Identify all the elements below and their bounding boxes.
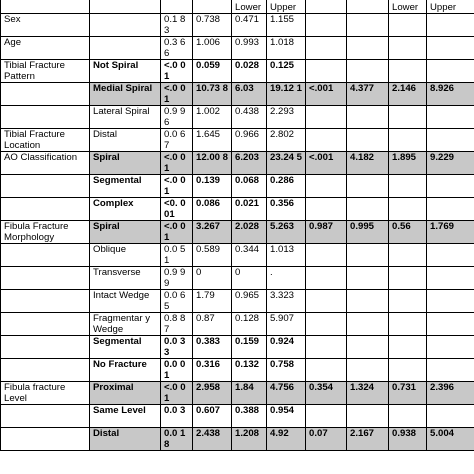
- category-cell: [90, 37, 161, 60]
- table-row: [1, 313, 474, 336]
- adj-p-value-cell: [306, 198, 347, 221]
- adj-p-value-cell: [306, 60, 347, 83]
- category-cell: Distal: [90, 428, 161, 451]
- table-row: [1, 221, 474, 244]
- adj-odds-ratio-cell: [347, 37, 389, 60]
- table-row: [1, 129, 474, 152]
- ci-upper-cell: 0.954: [267, 405, 306, 428]
- table-row: [1, 359, 474, 382]
- adj-p-value-cell: [306, 244, 347, 267]
- adj-ci-lower-cell: [389, 175, 427, 198]
- p-value-cell: 0.0 18: [161, 428, 193, 451]
- category-cell: Segmental: [90, 175, 161, 198]
- ci-lower-cell: 0.993: [232, 37, 267, 60]
- adj-odds-ratio-cell: [347, 359, 389, 382]
- odds-ratio-cell: 1.645: [193, 129, 232, 152]
- p-value-cell: <.0 01: [161, 382, 193, 405]
- adj-ci-lower-cell: [389, 129, 427, 152]
- variable-cell: [1, 198, 90, 221]
- category-cell: Proximal: [90, 382, 161, 405]
- adj-p-value-cell: 0.987: [306, 221, 347, 244]
- odds-ratio-cell: 1.79: [193, 290, 232, 313]
- variable-cell: Fibula fracture Level: [1, 382, 90, 405]
- odds-ratio-cell: 2.958: [193, 382, 232, 405]
- header-cell-lower: Lower: [232, 0, 267, 14]
- variable-cell: [1, 405, 90, 428]
- adj-ci-lower-cell: [389, 313, 427, 336]
- ci-lower-cell: 2.028: [232, 221, 267, 244]
- ci-lower-cell: 0.388: [232, 405, 267, 428]
- ci-upper-cell: 0.924: [267, 336, 306, 359]
- header-cell-lower: Lower: [389, 0, 427, 14]
- adj-odds-ratio-cell: 0.995: [347, 221, 389, 244]
- variable-cell: [1, 428, 90, 451]
- adj-ci-lower-cell: [389, 267, 427, 290]
- variable-cell: [1, 244, 90, 267]
- adj-ci-lower-cell: [389, 336, 427, 359]
- ci-upper-cell: 0.125: [267, 60, 306, 83]
- ci-upper-cell: 4.92: [267, 428, 306, 451]
- adj-ci-lower-cell: [389, 60, 427, 83]
- ci-upper-cell: 3.323: [267, 290, 306, 313]
- adj-ci-lower-cell: [389, 290, 427, 313]
- header-cell: [161, 0, 193, 14]
- adj-p-value-cell: [306, 405, 347, 428]
- category-cell: Same Level: [90, 405, 161, 428]
- adj-odds-ratio-cell: 4.377: [347, 83, 389, 106]
- ci-lower-cell: 0.068: [232, 175, 267, 198]
- adj-ci-lower-cell: [389, 405, 427, 428]
- odds-ratio-cell: 2.438: [193, 428, 232, 451]
- adj-ci-lower-cell: 0.56: [389, 221, 427, 244]
- ci-upper-cell: 0.286: [267, 175, 306, 198]
- p-value-cell: 0.9 96: [161, 106, 193, 129]
- p-value-cell: 0.1 83: [161, 14, 193, 37]
- ci-upper-cell: 1.013: [267, 244, 306, 267]
- table-row: [1, 152, 474, 175]
- ci-lower-cell: 0.128: [232, 313, 267, 336]
- ci-upper-cell: .: [267, 267, 306, 290]
- adj-odds-ratio-cell: [347, 290, 389, 313]
- category-cell: Not Spiral: [90, 60, 161, 83]
- category-cell: Medial Spiral: [90, 83, 161, 106]
- table-row: [1, 198, 474, 221]
- odds-ratio-cell: 0.383: [193, 336, 232, 359]
- adj-ci-upper-cell: 1.769: [427, 221, 474, 244]
- p-value-cell: 0.0 51: [161, 244, 193, 267]
- variable-cell: [1, 267, 90, 290]
- adj-ci-upper-cell: [427, 106, 474, 129]
- variable-cell: [1, 83, 90, 106]
- odds-ratio-cell: 0.87: [193, 313, 232, 336]
- odds-ratio-cell: 0.316: [193, 359, 232, 382]
- ci-lower-cell: 0.965: [232, 290, 267, 313]
- header-cell: [306, 0, 347, 14]
- header-cell: [347, 0, 389, 14]
- adj-odds-ratio-cell: [347, 129, 389, 152]
- variable-cell: Sex: [1, 14, 90, 37]
- ci-upper-cell: 1.018: [267, 37, 306, 60]
- category-cell: Intact Wedge: [90, 290, 161, 313]
- adj-ci-upper-cell: 5.004: [427, 428, 474, 451]
- adj-ci-upper-cell: [427, 313, 474, 336]
- adj-odds-ratio-cell: [347, 244, 389, 267]
- adj-odds-ratio-cell: [347, 198, 389, 221]
- category-cell: Complex: [90, 198, 161, 221]
- header-cell-upper: Upper: [427, 0, 474, 14]
- p-value-cell: 0.3 66: [161, 37, 193, 60]
- adj-ci-lower-cell: 0.731: [389, 382, 427, 405]
- adj-odds-ratio-cell: [347, 336, 389, 359]
- adj-p-value-cell: [306, 106, 347, 129]
- odds-ratio-cell: 3.267: [193, 221, 232, 244]
- table-row: [1, 175, 474, 198]
- ci-lower-cell: 1.84: [232, 382, 267, 405]
- odds-ratio-cell: 1.006: [193, 37, 232, 60]
- adj-p-value-cell: [306, 290, 347, 313]
- table-row: [1, 382, 474, 405]
- adj-ci-upper-cell: [427, 14, 474, 37]
- table-row: [1, 60, 474, 83]
- ci-upper-cell: 23.24 5: [267, 152, 306, 175]
- p-value-cell: 0.8 87: [161, 313, 193, 336]
- category-cell: Spiral: [90, 152, 161, 175]
- p-value-cell: 0.0 3: [161, 405, 193, 428]
- adj-ci-upper-cell: [427, 267, 474, 290]
- odds-ratio-cell: 0: [193, 267, 232, 290]
- header-cell: [193, 0, 232, 14]
- table-row: [1, 336, 474, 359]
- variable-cell: AO Classification: [1, 152, 90, 175]
- table-body: [1, 0, 474, 451]
- p-value-cell: <.0 01: [161, 83, 193, 106]
- adj-p-value-cell: [306, 313, 347, 336]
- ci-upper-cell: 5.263: [267, 221, 306, 244]
- p-value-cell: <.0 01: [161, 152, 193, 175]
- category-cell: No Fracture: [90, 359, 161, 382]
- adj-odds-ratio-cell: [347, 106, 389, 129]
- p-value-cell: 0.0 01: [161, 359, 193, 382]
- ci-upper-cell: 1.155: [267, 14, 306, 37]
- adj-ci-upper-cell: 9.229: [427, 152, 474, 175]
- p-value-cell: 0.0 67: [161, 129, 193, 152]
- ci-lower-cell: 0.966: [232, 129, 267, 152]
- odds-ratio-cell: 0.738: [193, 14, 232, 37]
- variable-cell: [1, 106, 90, 129]
- p-value-cell: 0.0 65: [161, 290, 193, 313]
- header-cell: [1, 0, 90, 14]
- adj-p-value-cell: [306, 14, 347, 37]
- p-value-cell: 0.9 99: [161, 267, 193, 290]
- adj-odds-ratio-cell: [347, 313, 389, 336]
- ci-lower-cell: 0.159: [232, 336, 267, 359]
- adj-ci-upper-cell: [427, 60, 474, 83]
- table-row: [1, 267, 474, 290]
- adj-ci-upper-cell: [427, 244, 474, 267]
- header-cell-upper: Upper: [267, 0, 306, 14]
- category-cell: Lateral Spiral: [90, 106, 161, 129]
- adj-odds-ratio-cell: 2.167: [347, 428, 389, 451]
- adj-ci-lower-cell: [389, 37, 427, 60]
- adj-ci-upper-cell: [427, 37, 474, 60]
- ci-lower-cell: 0.438: [232, 106, 267, 129]
- variable-cell: Tibial Fracture Pattern: [1, 60, 90, 83]
- adj-p-value-cell: <.001: [306, 152, 347, 175]
- adj-odds-ratio-cell: [347, 60, 389, 83]
- odds-ratio-cell: 0.589: [193, 244, 232, 267]
- adj-odds-ratio-cell: [347, 405, 389, 428]
- category-cell: [90, 14, 161, 37]
- header-cell: [90, 0, 161, 14]
- adj-ci-upper-cell: [427, 175, 474, 198]
- p-value-cell: <.0 01: [161, 175, 193, 198]
- table-row: [1, 14, 474, 37]
- table-row: [1, 244, 474, 267]
- table-row: [1, 106, 474, 129]
- category-cell: Oblique: [90, 244, 161, 267]
- ci-upper-cell: 5.907: [267, 313, 306, 336]
- adj-p-value-cell: [306, 37, 347, 60]
- adj-ci-upper-cell: [427, 290, 474, 313]
- adj-ci-upper-cell: [427, 359, 474, 382]
- odds-ratio-cell: 0.139: [193, 175, 232, 198]
- adj-ci-lower-cell: [389, 359, 427, 382]
- adj-ci-lower-cell: 0.938: [389, 428, 427, 451]
- table-row: [1, 37, 474, 60]
- adj-ci-upper-cell: [427, 405, 474, 428]
- odds-ratio-cell: 10.73 8: [193, 83, 232, 106]
- adj-ci-upper-cell: 8.926: [427, 83, 474, 106]
- adj-p-value-cell: [306, 175, 347, 198]
- variable-cell: Tibial Fracture Location: [1, 129, 90, 152]
- table-row: [1, 83, 474, 106]
- odds-ratio-cell: 12.00 8: [193, 152, 232, 175]
- adj-ci-lower-cell: [389, 198, 427, 221]
- variable-cell: [1, 175, 90, 198]
- category-cell: Transverse: [90, 267, 161, 290]
- odds-ratio-cell: 0.059: [193, 60, 232, 83]
- variable-cell: [1, 290, 90, 313]
- adj-odds-ratio-cell: [347, 175, 389, 198]
- adj-ci-upper-cell: [427, 129, 474, 152]
- ci-lower-cell: 0.132: [232, 359, 267, 382]
- ci-lower-cell: 0.028: [232, 60, 267, 83]
- table-row: [1, 290, 474, 313]
- adj-ci-lower-cell: [389, 106, 427, 129]
- ci-upper-cell: 2.802: [267, 129, 306, 152]
- table-row: [1, 405, 474, 428]
- adj-p-value-cell: 0.07: [306, 428, 347, 451]
- adj-p-value-cell: 0.354: [306, 382, 347, 405]
- ci-upper-cell: 0.356: [267, 198, 306, 221]
- ci-lower-cell: 1.208: [232, 428, 267, 451]
- adj-ci-lower-cell: 2.146: [389, 83, 427, 106]
- variable-cell: Fibula Fracture Morphology: [1, 221, 90, 244]
- odds-ratio-cell: 0.607: [193, 405, 232, 428]
- adj-p-value-cell: [306, 336, 347, 359]
- adj-odds-ratio-cell: [347, 14, 389, 37]
- ci-upper-cell: 0.758: [267, 359, 306, 382]
- adj-odds-ratio-cell: [347, 267, 389, 290]
- category-cell: Fragmentar y Wedge: [90, 313, 161, 336]
- adj-ci-lower-cell: 1.895: [389, 152, 427, 175]
- ci-upper-cell: 2.293: [267, 106, 306, 129]
- adj-odds-ratio-cell: 4.182: [347, 152, 389, 175]
- adj-odds-ratio-cell: 1.324: [347, 382, 389, 405]
- variable-cell: Age: [1, 37, 90, 60]
- variable-cell: [1, 359, 90, 382]
- category-cell: Segmental: [90, 336, 161, 359]
- ci-lower-cell: 6.03: [232, 83, 267, 106]
- p-value-cell: <.0 01: [161, 60, 193, 83]
- ci-lower-cell: 0.344: [232, 244, 267, 267]
- odds-ratio-cell: 1.002: [193, 106, 232, 129]
- adj-p-value-cell: [306, 129, 347, 152]
- category-cell: Distal: [90, 129, 161, 152]
- header-row: [1, 0, 474, 14]
- ci-lower-cell: 0.471: [232, 14, 267, 37]
- adj-ci-upper-cell: [427, 198, 474, 221]
- variable-cell: [1, 313, 90, 336]
- p-value-cell: <0. 001: [161, 198, 193, 221]
- adj-p-value-cell: [306, 267, 347, 290]
- ci-upper-cell: 19.12 1: [267, 83, 306, 106]
- adj-p-value-cell: [306, 359, 347, 382]
- adj-ci-upper-cell: 2.396: [427, 382, 474, 405]
- ci-upper-cell: 4.756: [267, 382, 306, 405]
- adj-ci-lower-cell: [389, 14, 427, 37]
- adj-ci-upper-cell: [427, 336, 474, 359]
- ci-lower-cell: 0: [232, 267, 267, 290]
- p-value-cell: 0.0 33: [161, 336, 193, 359]
- adj-ci-lower-cell: [389, 244, 427, 267]
- category-cell: Spiral: [90, 221, 161, 244]
- odds-ratio-cell: 0.086: [193, 198, 232, 221]
- ci-lower-cell: 0.021: [232, 198, 267, 221]
- p-value-cell: <.0 01: [161, 221, 193, 244]
- table-row: [1, 428, 474, 451]
- ci-lower-cell: 6.203: [232, 152, 267, 175]
- variable-cell: [1, 336, 90, 359]
- adj-p-value-cell: <.001: [306, 83, 347, 106]
